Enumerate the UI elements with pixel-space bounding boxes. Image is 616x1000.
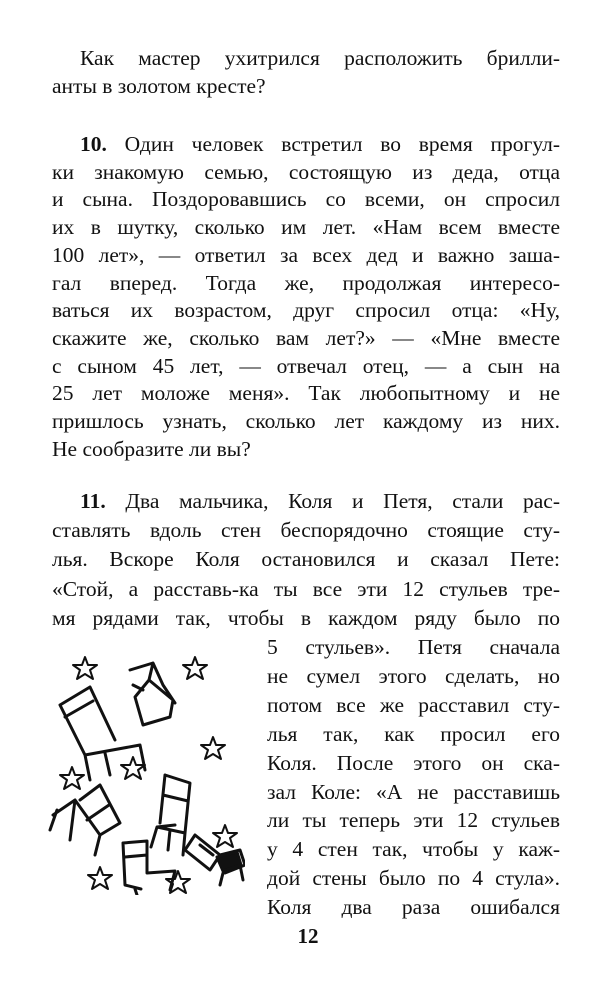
text-line: и сына. Поздоровавшись со всеми, он спросил <box>52 187 560 212</box>
text-line: Как мастер ухитрился расположить брилли- <box>80 46 560 70</box>
star-icon <box>73 657 97 679</box>
text-line: их в шутку, сколько им лет. «Нам всем вместе <box>52 215 560 240</box>
text-line: пришлось узнать, сколько лет каждому из них. <box>52 409 560 433</box>
text-line: ваться их возрастом, друг спросил отца: «Ну, <box>52 298 560 323</box>
text-line: потом все же расставил сту- <box>267 692 560 717</box>
text-line: «Стой, а расставь-ка ты все эти 12 стульев тре- <box>52 576 560 601</box>
star-icon <box>201 737 225 759</box>
text-line: скажите же, сколько вам лет?» — «Мне вместе <box>52 325 560 350</box>
text-line: не сумел этого сделать, но <box>267 663 560 688</box>
text-line: лья. Вскоре Коля остановился и сказал Пете: <box>52 547 560 572</box>
text-line: Не сообразите ли вы? <box>52 436 251 461</box>
line-text: Два мальчика, Коля и Петя, стали рас- <box>125 489 560 513</box>
text-line: у 4 стен так, чтобы у каж- <box>267 837 560 862</box>
text-line: 100 лет», — ответил за всех дед и важно заша- <box>52 242 560 267</box>
text-line: дой стены было по 4 стула». <box>267 866 560 891</box>
problem-number: 10. <box>80 132 107 156</box>
star-icon <box>121 757 145 779</box>
text-line: 25 лет моложе меня». Так любопытному и не <box>52 381 560 406</box>
line-text: Один человек встретил во время прогул- <box>124 132 560 156</box>
chairs-and-stars-illustration <box>45 645 245 895</box>
text-line: анты в золотом кресте? <box>52 74 266 98</box>
page-number: 12 <box>297 924 319 948</box>
star-icon <box>60 767 84 789</box>
text-line: 5 стульев». Петя сначала <box>267 635 560 659</box>
chair-icon <box>185 835 245 885</box>
star-icon <box>213 825 237 847</box>
text-line: гал вперед. Тогда же, продолжая интересо- <box>52 270 560 295</box>
text-line <box>80 131 560 157</box>
text-line: зал Коле: «А не расставишь <box>267 779 560 804</box>
text-line: с сыном 45 лет, — отвечал отец, — а сын на <box>52 353 560 378</box>
star-icon <box>88 867 112 889</box>
text-line <box>80 488 560 514</box>
problem-number: 11. <box>80 489 106 513</box>
text-line: Коля. После этого он ска- <box>267 750 560 775</box>
chair-icon <box>151 775 190 855</box>
star-icon <box>183 657 207 679</box>
chair-icon <box>60 687 145 780</box>
text-line: ли ты теперь эти 12 стульев <box>267 808 560 833</box>
text-line: ки знакомую семью, состоящую из деда, отца <box>52 159 560 184</box>
chair-icon <box>130 663 175 725</box>
text-line: Коля два раза ошибался <box>267 895 560 920</box>
chair-icon <box>50 785 120 855</box>
text-line: ставлять вдоль стен беспорядочно стоящие сту- <box>52 518 560 543</box>
text-line: лья так, как просил его <box>267 721 560 746</box>
text-line: мя рядами так, чтобы в каждом ряду было по <box>52 605 560 630</box>
